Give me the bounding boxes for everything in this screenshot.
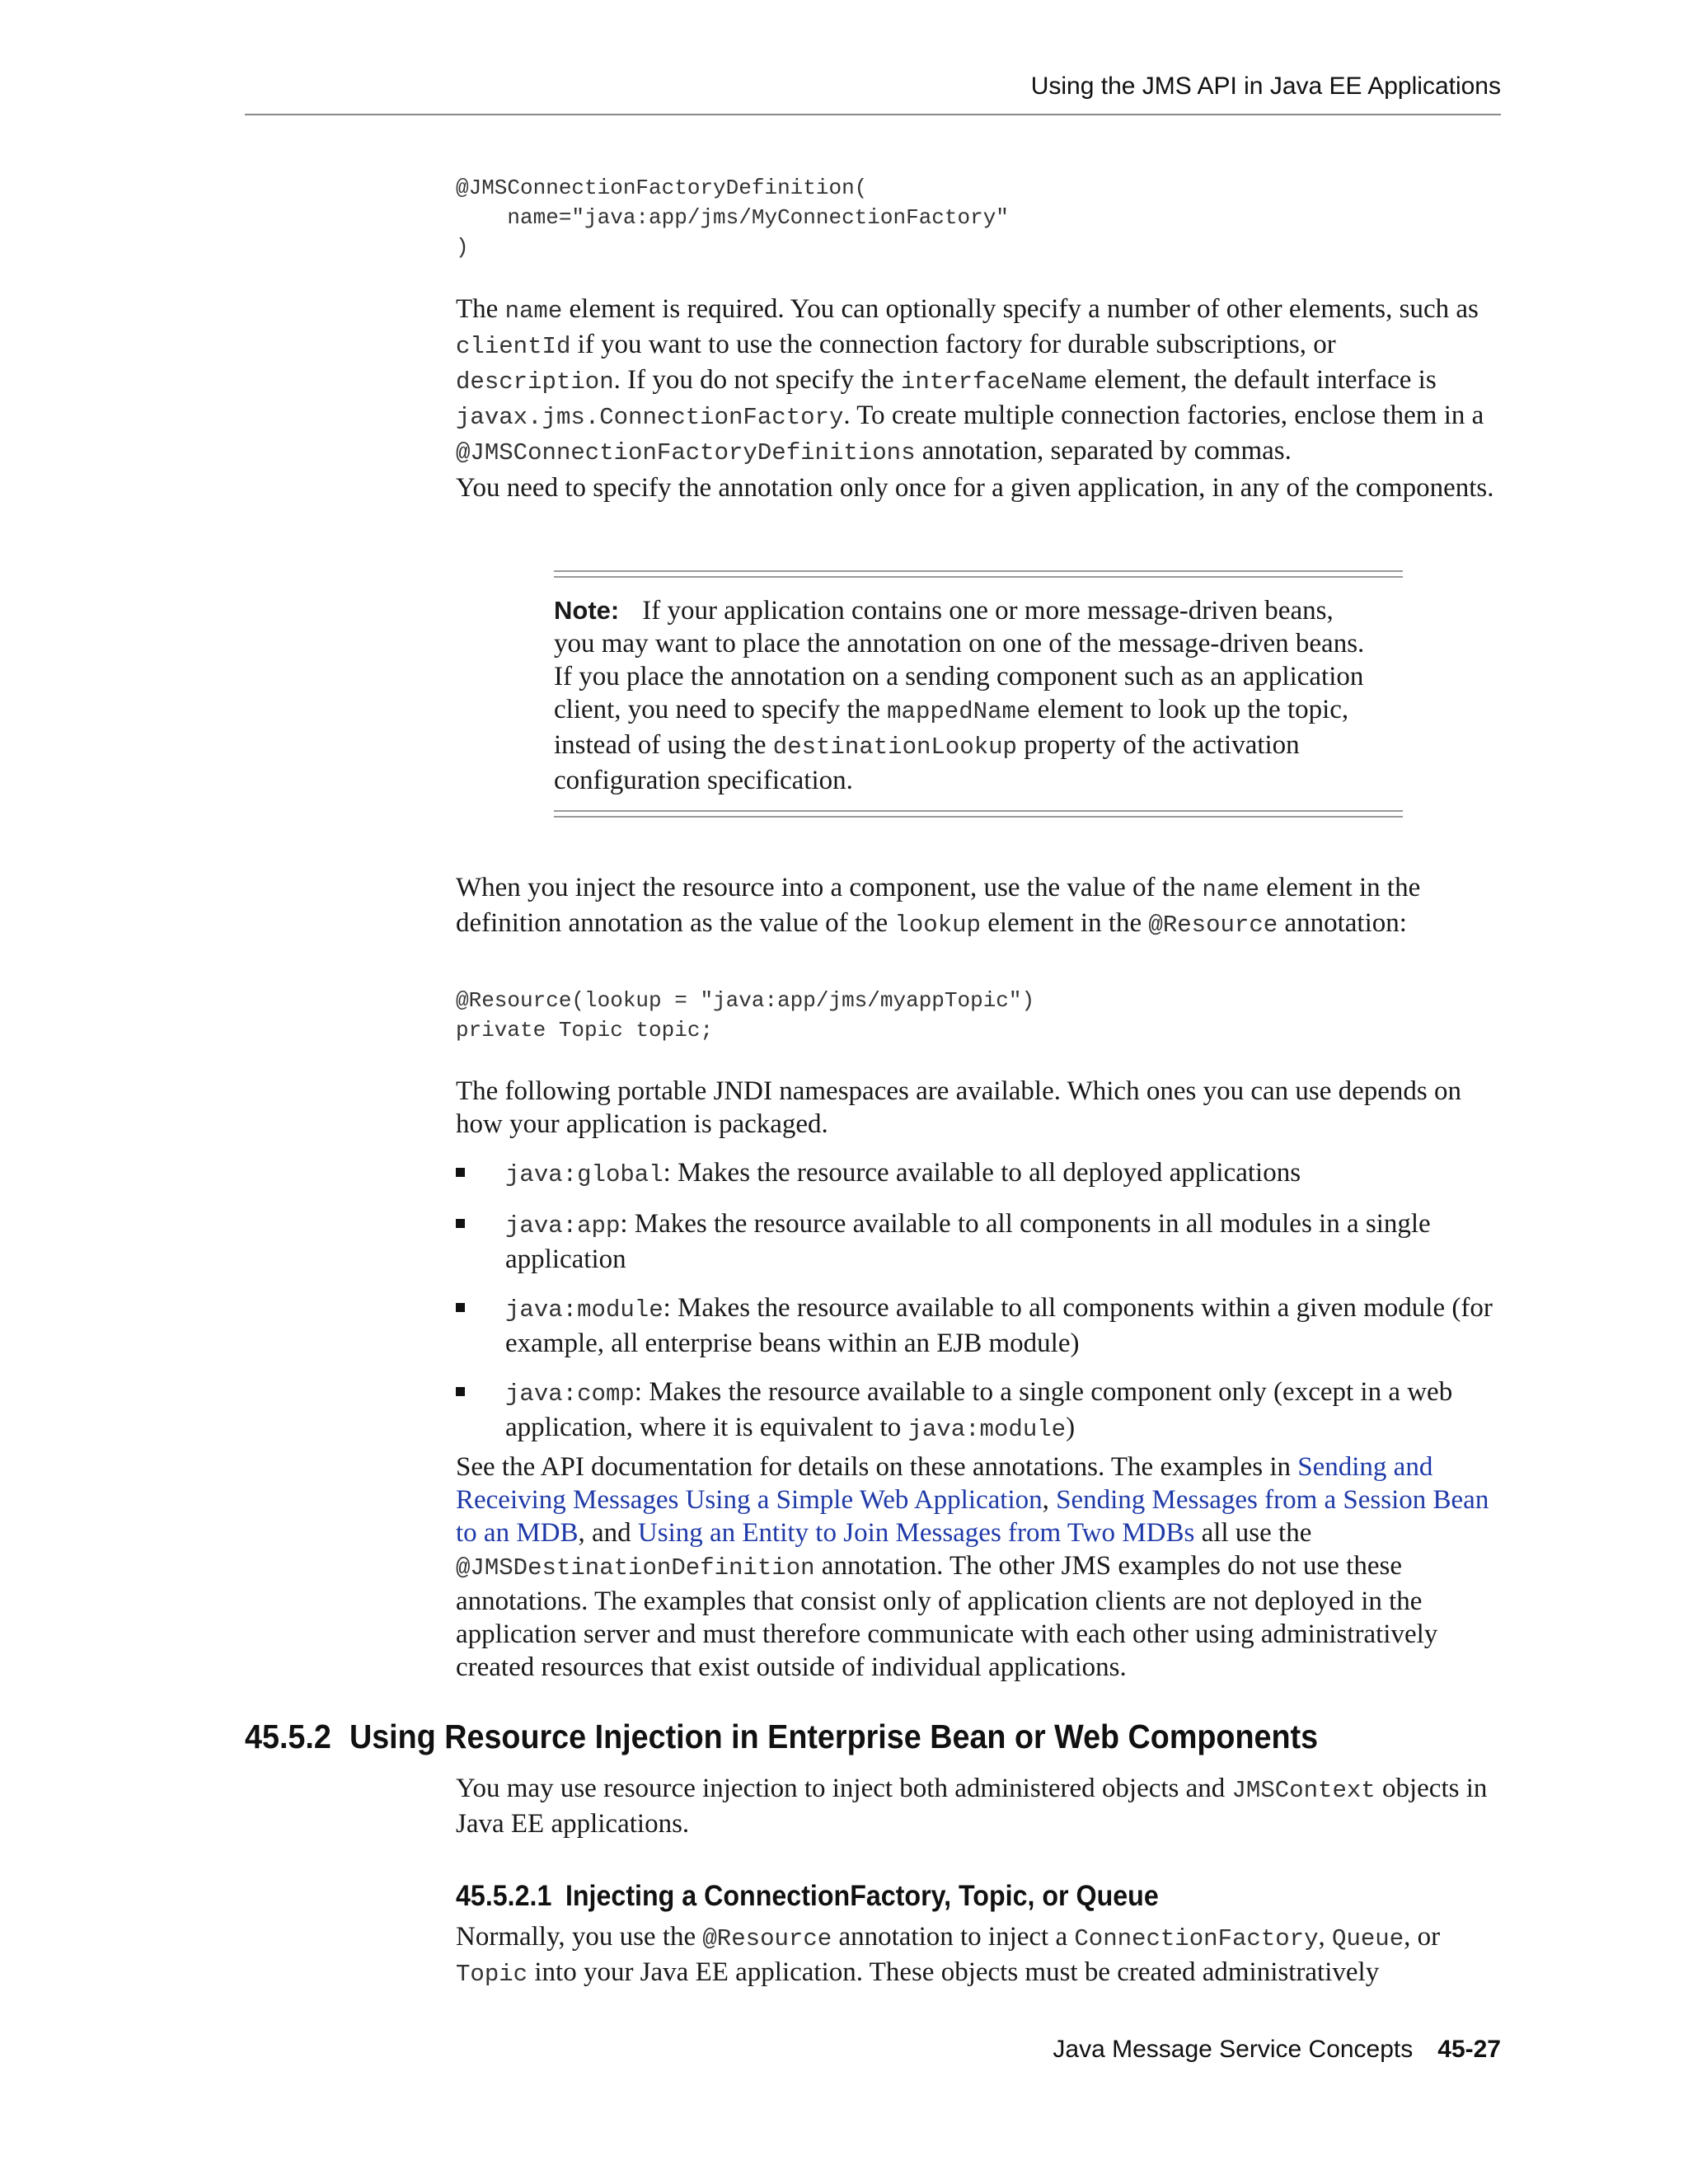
code-term: Queue: [1332, 1925, 1404, 1952]
paragraph-text: The following portable JNDI namespaces are available. Which ones you can use depends on how your application is packaged.: [456, 1076, 1461, 1139]
section-title: Using Resource Injection in Enterprise Bean or Web Components: [349, 1718, 1319, 1755]
text: See the API documentation for details on these annotations. The examples in: [456, 1452, 1298, 1482]
text: Normally, you use the: [456, 1922, 703, 1952]
text: ,: [1318, 1922, 1333, 1952]
text: If your application contains one or more message-driven beans, you may want to place the annotation on one of the message-driven beans. If you place the annotation on a sending component such as an application client, you need to specify the: [554, 596, 1365, 724]
link-sending-messages-session-bean[interactable]: Sending Messages from a Session Bean to an MDB: [456, 1485, 1489, 1548]
text: element in the definition annotation as the value of the: [456, 873, 1421, 938]
text: if you want to use the connection factory for durable subscriptions, or: [570, 330, 1336, 359]
code-block-2: [456, 986, 1503, 1045]
code-block-1: [456, 173, 1503, 262]
footer-title: Java Message Service Concepts: [1053, 2036, 1414, 2063]
text: The: [456, 294, 505, 324]
code-term: java:module: [505, 1296, 663, 1324]
code-line: @JMSConnectionFactoryDefinition(: [456, 176, 868, 200]
code-term: java:comp: [505, 1380, 635, 1408]
text: : Makes the resource available to all components within a given module (for example, all enterprise beans within an EJB module): [505, 1293, 1493, 1358]
text: property of the activation configuration specification.: [554, 730, 1300, 795]
page-number: 45-27: [1437, 2036, 1501, 2063]
code-term: name: [504, 298, 563, 325]
subsection-heading: [456, 1880, 1159, 1913]
text: : Makes the resource available to all components in all modules in a single application: [505, 1209, 1431, 1274]
list-item: [456, 1207, 1503, 1276]
code-term: mappedName: [887, 698, 1031, 725]
text: ,: [1042, 1485, 1057, 1515]
text: annotation:: [1278, 908, 1407, 938]
code-line: name="java:app/jms/MyConnectionFactory": [456, 205, 1009, 230]
note-label: Note:: [554, 596, 620, 625]
paragraph-2: [456, 471, 1503, 504]
text: element is required. You can optionally specify a number of other elements, such as: [562, 294, 1479, 324]
text: annotation to inject a: [832, 1922, 1075, 1952]
code-term: javax.jms.ConnectionFactory: [456, 404, 844, 431]
text: annotation, separated by commas.: [915, 436, 1292, 466]
text: annotation. The other JMS examples do not use these annotations. The examples that consist only of application clients are not deployed in the application server and must therefore communicate with each other using administratively created resources that exist outside of individual applications.: [456, 1551, 1438, 1682]
bullet-icon: [456, 1303, 465, 1312]
code-term: interfaceName: [900, 368, 1088, 396]
bullet-icon: [456, 1219, 465, 1228]
code-term: name: [1202, 876, 1260, 903]
text: objects in Java EE applications.: [456, 1774, 1488, 1839]
running-header: Using the JMS API in Java EE Applications: [1030, 73, 1501, 100]
list-item: [456, 1291, 1503, 1360]
paragraph-3: [456, 871, 1503, 942]
paragraph-7: [456, 1920, 1503, 1991]
section-number: 45.5.2: [245, 1718, 331, 1755]
text: all use the: [1194, 1518, 1312, 1548]
code-term: @Resource: [702, 1925, 832, 1952]
text: , or: [1404, 1922, 1441, 1952]
section-heading: [245, 1718, 1318, 1756]
note-top-rule: [554, 570, 1403, 578]
code-term: JMSContext: [1231, 1777, 1376, 1804]
namespace-list: [456, 1156, 1503, 1462]
text: : Makes the resource available to a single component only (except in a web application, where it is equivalent to: [505, 1377, 1453, 1442]
text: element in the: [980, 908, 1149, 938]
text: ): [1066, 1413, 1076, 1442]
text: . To create multiple connection factories, enclose them in a: [843, 401, 1484, 430]
code-term: destinationLookup: [772, 733, 1017, 761]
code-line: private Topic topic;: [456, 1018, 714, 1043]
text: element, the default interface is: [1087, 365, 1437, 395]
note-bottom-rule: [554, 810, 1403, 818]
code-term: Topic: [456, 1961, 528, 1988]
text: . If you do not specify the: [613, 365, 901, 395]
paragraph-text: You need to specify the annotation only once for a given application, in any of the components.: [456, 473, 1494, 503]
header-rule: [245, 114, 1501, 115]
text: When you inject the resource into a component, use the value of the: [456, 873, 1203, 902]
bullet-icon: [456, 1387, 465, 1396]
subsection-number: 45.5.2.1: [456, 1880, 552, 1912]
code-line: @Resource(lookup = "java:app/jms/myappTopic"): [456, 988, 1035, 1013]
code-term: java:global: [505, 1161, 663, 1188]
text: element to look up the topic, instead of using the: [554, 695, 1349, 760]
list-item: [456, 1376, 1503, 1446]
note-box: [554, 570, 1403, 818]
code-term: java:app: [505, 1212, 621, 1240]
link-sending-receiving-messages[interactable]: Sending and Receiving Messages Using a Simple Web Application: [456, 1452, 1433, 1515]
page-footer: [1053, 2036, 1501, 2064]
paragraph-6: [456, 1772, 1503, 1840]
code-term: lookup: [894, 912, 981, 939]
code-term: ConnectionFactory: [1074, 1925, 1319, 1952]
code-term: @Resource: [1148, 912, 1278, 939]
text: You may use resource injection to inject both administered objects and: [456, 1774, 1232, 1803]
text: into your Java EE application. These objects must be created administratively: [528, 1957, 1380, 1987]
link-using-entity-join-messages[interactable]: Using an Entity to Join Messages from Two MDBs: [637, 1518, 1195, 1548]
text: , and: [578, 1518, 638, 1548]
list-item: [456, 1156, 1503, 1192]
subsection-title: Injecting a ConnectionFactory, Topic, or Queue: [565, 1880, 1159, 1912]
code-term: clientId: [456, 333, 571, 360]
paragraph-5: [456, 1451, 1503, 1684]
paragraph-4: [456, 1075, 1503, 1141]
code-term: java:module: [907, 1416, 1067, 1443]
text: : Makes the resource available to all deployed applications: [663, 1158, 1301, 1188]
note-text: [554, 578, 1378, 810]
code-term: @JMSDestinationDefinition: [456, 1554, 815, 1582]
bullet-icon: [456, 1168, 465, 1177]
code-line: ): [456, 235, 469, 260]
code-term: description: [456, 368, 614, 396]
code-term: @JMSConnectionFactoryDefinitions: [456, 439, 916, 466]
paragraph-1: [456, 293, 1503, 470]
